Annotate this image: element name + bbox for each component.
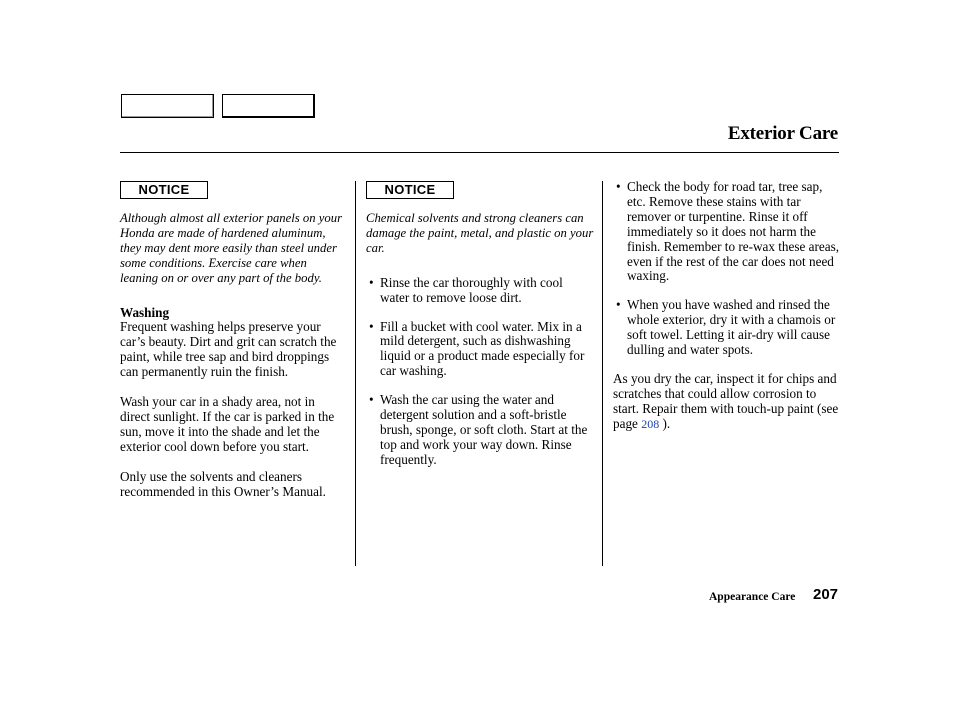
closing-end: ). <box>659 415 671 431</box>
list-item <box>366 276 594 306</box>
bullet-icon: • <box>369 274 374 290</box>
list-item-text: Rinse the car thoroughly with cool water to remove loose dirt. <box>380 274 563 305</box>
notice-text: Chemical solvents and strong cleaners can damage the paint, metal, and plastic on your car. <box>366 211 594 255</box>
list-item-text: Fill a bucket with cool water. Mix in a mild detergent, such as dishwashing liquid or a product made especially for car washing. <box>380 318 585 379</box>
bullet-icon: • <box>369 318 374 334</box>
instruction-list <box>613 180 841 358</box>
bullet-icon: • <box>616 297 621 313</box>
column-3 <box>613 181 841 447</box>
paragraph: Wash your car in a shady area, not in direct sunlight. If the car is parked in the sun, move it into the shade and let the exterior cool down before you start. <box>120 394 335 454</box>
list-item-text: Wash the car using the water and detergent solution and a soft-bristle brush, sponge, or soft cloth. Start at the top and work your way down. Rinse frequently. <box>380 392 588 467</box>
footer-section-title: Appearance Care <box>709 591 796 603</box>
bullet-icon: • <box>616 179 621 194</box>
notice-label: NOTICE <box>366 181 454 199</box>
column-divider-1 <box>355 181 356 566</box>
list-item <box>613 180 841 284</box>
closing-text: As you dry the car, inspect it for chips and scratches that could allow corrosion to start. Repair them with touch-up paint (see page <box>613 370 839 431</box>
notice-label: NOTICE <box>120 181 208 199</box>
list-item <box>366 393 594 468</box>
page-number: 207 <box>813 586 839 603</box>
notice-text: Although almost all exterior panels on your Honda are made of hardened aluminum, they may dent more easily than steel under some conditions. Exercise care when leaning on or over any part of the body. <box>120 211 343 285</box>
instruction-list <box>366 276 594 468</box>
list-item-text: When you have washed and rinsed the whole exterior, dry it with a chamois or soft towel. Letting it air-dry will cause dulling and water spots. <box>627 297 836 358</box>
closing-paragraph <box>613 372 841 432</box>
page-title: Exterior Care <box>727 123 838 144</box>
list-item <box>613 298 841 358</box>
bullet-icon: • <box>369 392 374 408</box>
paragraph: Only use the solvents and cleaners recommended in this Owner’s Manual. <box>120 468 326 499</box>
column-1 <box>120 181 348 515</box>
list-item-text: Check the body for road tar, tree sap, etc. Remove these stains with tar remover or turpentine. Rinse it off immediately so it does not harm the finish. Remember to re-wax these areas, even if the rest of the car does not need waxing. <box>627 179 840 284</box>
nav-button-right[interactable] <box>222 94 315 118</box>
column-2 <box>366 181 594 482</box>
nav-button-left[interactable] <box>121 94 214 118</box>
section-heading: Washing <box>120 304 170 320</box>
column-divider-2 <box>602 181 603 566</box>
list-item <box>366 320 594 380</box>
page-reference-link[interactable]: 208 <box>641 416 660 431</box>
paragraph: Frequent washing helps preserve your car’s beauty. Dirt and grit can scratch the paint, while tree sap and bird droppings can permanently ruin the finish. <box>120 319 337 380</box>
title-divider <box>120 152 839 153</box>
